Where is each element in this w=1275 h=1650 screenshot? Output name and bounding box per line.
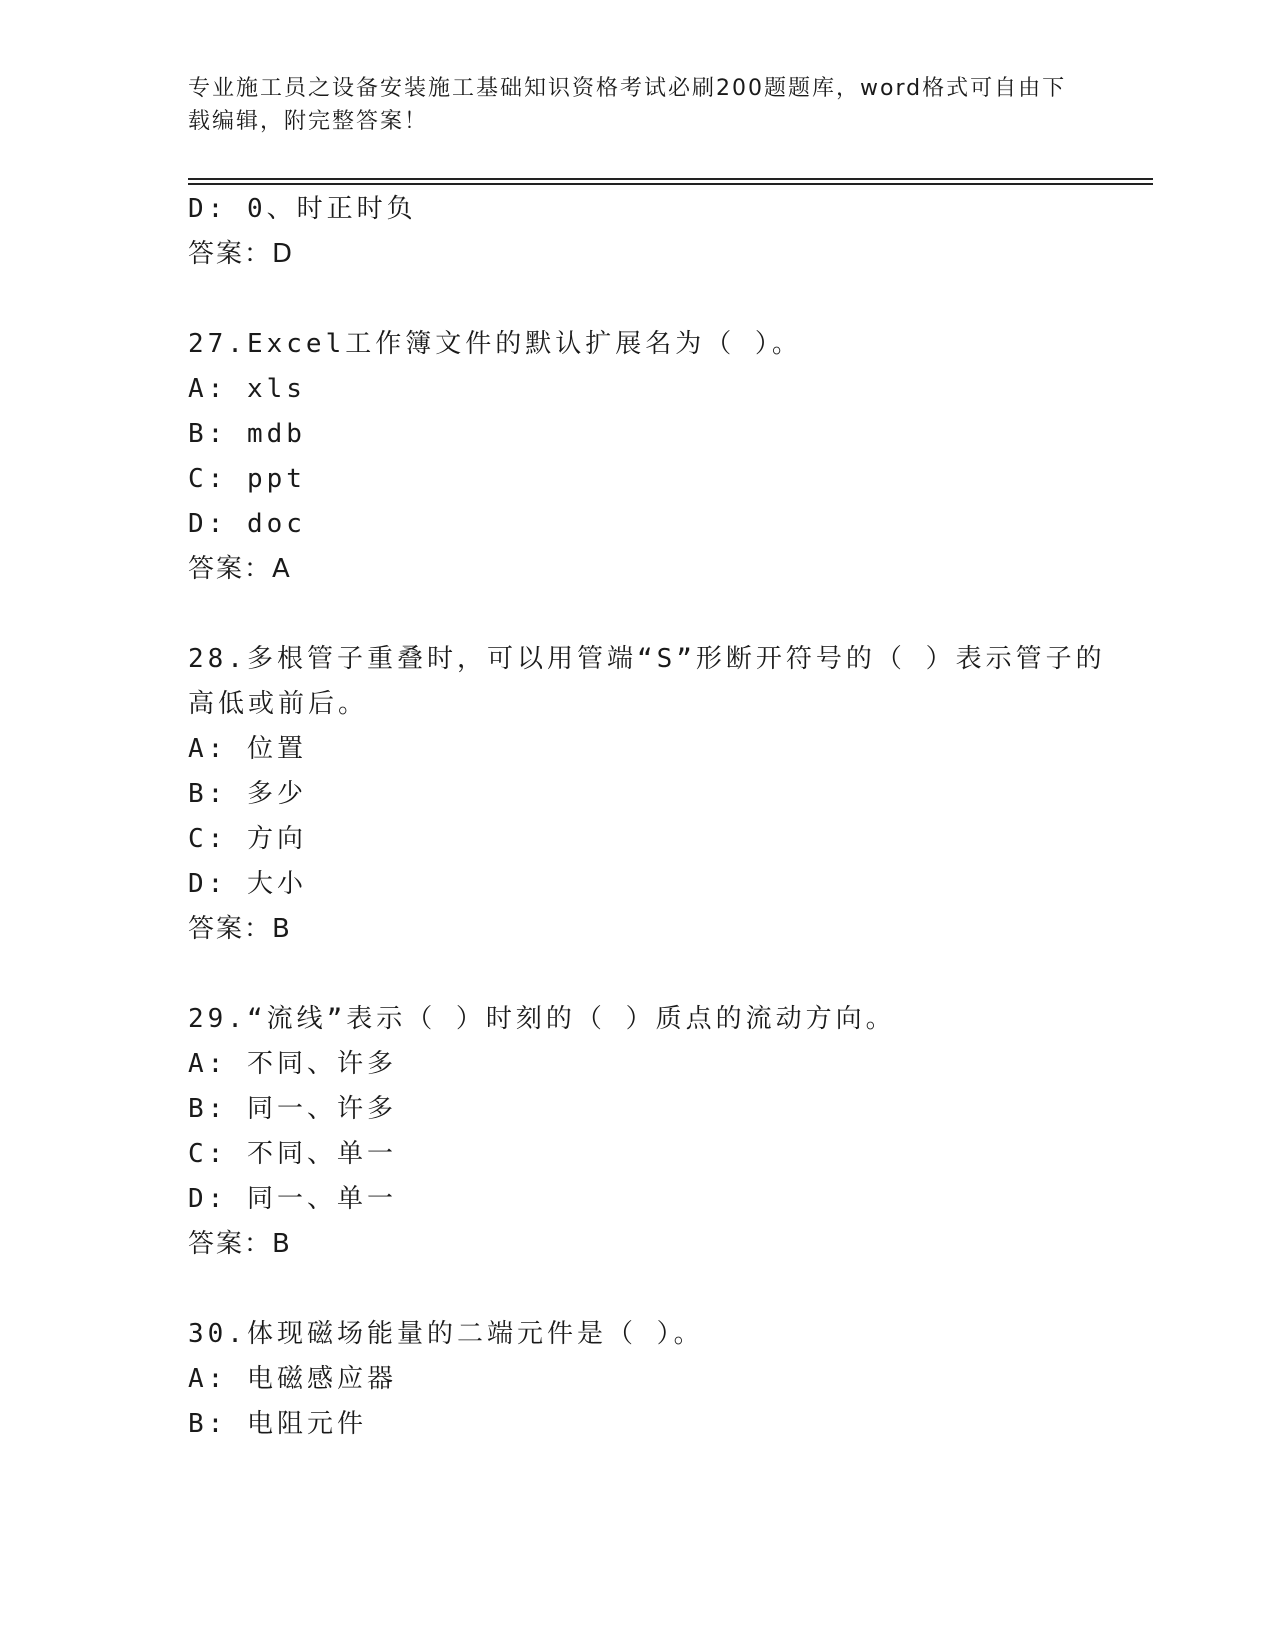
answer-text: 答案：D xyxy=(188,239,295,269)
option-text: B: 电阻元件 xyxy=(188,1409,367,1439)
option-text: B: 同一、许多 xyxy=(188,1094,397,1124)
option-text: A: 位置 xyxy=(188,734,307,764)
question-text: 28.多根管子重叠时，可以用管端“S”形断开符号的（ ）表示管子的 xyxy=(188,644,1106,674)
option-text: B: 多少 xyxy=(188,779,307,809)
question-text: 29.“流线”表示（ ）时刻的（ ）质点的流动方向。 xyxy=(188,1004,896,1034)
option-text: D: 同一、单一 xyxy=(188,1184,397,1214)
option-text: C: ppt xyxy=(188,464,306,494)
option-text: B: mdb xyxy=(188,419,306,449)
document-header: 专业施工员之设备安装施工基础知识资格考试必刷200题题库，word格式可自由下载编辑，附完整答案！ xyxy=(188,76,1067,134)
option-text: A: 不同、许多 xyxy=(188,1049,397,1079)
header-divider-bottom xyxy=(188,183,1153,185)
option-text: C: 方向 xyxy=(188,824,307,854)
option-text: A: xls xyxy=(188,374,306,404)
answer-text: 答案：A xyxy=(188,554,292,584)
option-text: D: 大小 xyxy=(188,869,307,899)
question-text: 27.Excel工作簿文件的默认扩展名为（ ）。 xyxy=(188,329,802,359)
question-text-continued: 高低或前后。 xyxy=(188,689,369,719)
option-text: C: 不同、单一 xyxy=(188,1139,397,1169)
question-text: 30.体现磁场能量的二端元件是（ ）。 xyxy=(188,1319,704,1349)
option-text: D: 0、时正时负 xyxy=(188,194,417,224)
answer-text: 答案：B xyxy=(188,914,292,944)
option-text: D: doc xyxy=(188,509,306,539)
answer-text: 答案：B xyxy=(188,1229,292,1259)
option-text: A: 电磁感应器 xyxy=(188,1364,397,1394)
header-divider-top xyxy=(188,178,1153,180)
